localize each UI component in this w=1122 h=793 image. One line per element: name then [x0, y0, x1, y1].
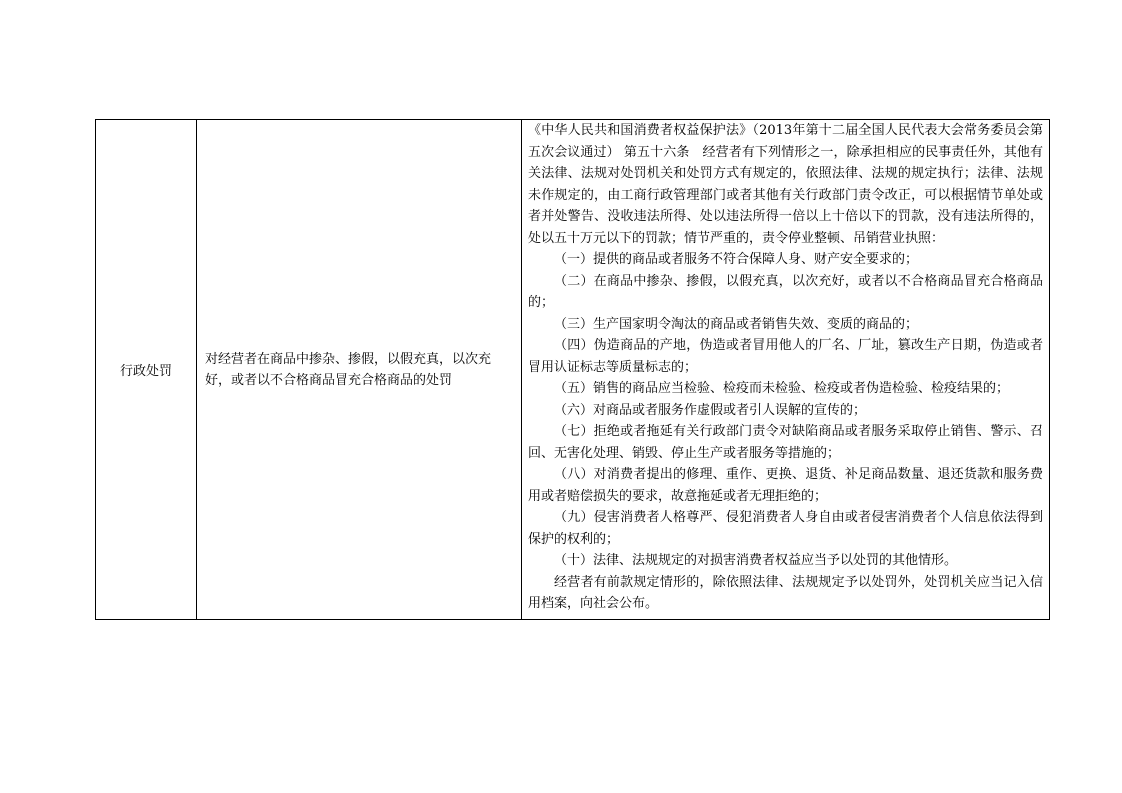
legal-clause: （一）提供的商品或者服务不符合保障人身、财产安全要求的； — [554, 252, 919, 267]
legal-clause: （二）在商品中掺杂、掺假，以假充真，以次充好，或者以不合格商品冒充合格商品的； — [528, 273, 1043, 310]
table-row — [96, 120, 1050, 620]
legal-clause: （四）伪造商品的产地，伪造或者冒用他人的厂名、厂址，篡改生产日期，伪造或者冒用认证标志等质量标志的； — [528, 338, 1043, 375]
legal-clause: （三）生产国家明令淘汰的商品或者销售失效、变质的商品的； — [554, 316, 919, 332]
legal-basis-cell — [522, 120, 1050, 620]
legal-clause: （九）侵害消费者人格尊严、侵犯消费者人身自由或者侵害消费者个人信息依法得到保护的权利的； — [528, 510, 1043, 547]
legal-basis-intro: 《中华人民共和国消费者权益保护法》（2013年第十二届全国人民代表大会常务委员会第五次会议通过） 第五十六条 经营者有下列情形之一，除承担相应的民事责任外，其他有关法律、法规对处罚机关和处罚方式有规定的，依照法律、法规的规定执行；法律、法规未作规定的，由工商行政管理部门或者其他有关行政部门责令改正，可以根据情节单处或者并处警告、没收违法所得、处以违法所得一倍以上十倍以下的罚款，没有违法所得的，处以五十万元以下的罚款；情节严重的，责令停业整顿、吊销营业执照： — [528, 123, 1043, 246]
legal-clause: （五）销售的商品应当检验、检疫而未检验、检疫或者伪造检验、检疫结果的； — [554, 381, 1010, 396]
legal-clause: （六）对商品或者服务作虚假或者引人误解的宣传的； — [554, 402, 867, 418]
penalty-item-cell — [197, 120, 522, 620]
penalty-table — [95, 119, 1050, 620]
legal-clause: （七）拒绝或者拖延有关行政部门责令对缺陷商品或者服务采取停止销售、警示、召回、无害化处理、销毁、停止生产或者服务等措施的； — [528, 424, 1043, 461]
penalty-category-cell — [96, 120, 197, 620]
penalty-item: 对经营者在商品中掺杂、掺假，以假充真，以次充好，或者以不合格商品冒充合格商品的处罚 — [205, 351, 492, 388]
legal-clause: （八）对消费者提出的修理、重作、更换、退货、补足商品数量、退还货款和服务费用或者赔偿损失的要求，故意拖延或者无理拒绝的； — [528, 467, 1043, 504]
penalty-category: 行政处罚 — [119, 364, 172, 379]
legal-basis-closing: 经营者有前款规定情形的，除依照法律、法规规定予以处罚外，处罚机关应当记入信用档案，向社会公布。 — [528, 574, 1043, 611]
legal-clause: （十）法律、法规规定的对损害消费者权益应当予以处罚的其他情形。 — [554, 553, 958, 568]
